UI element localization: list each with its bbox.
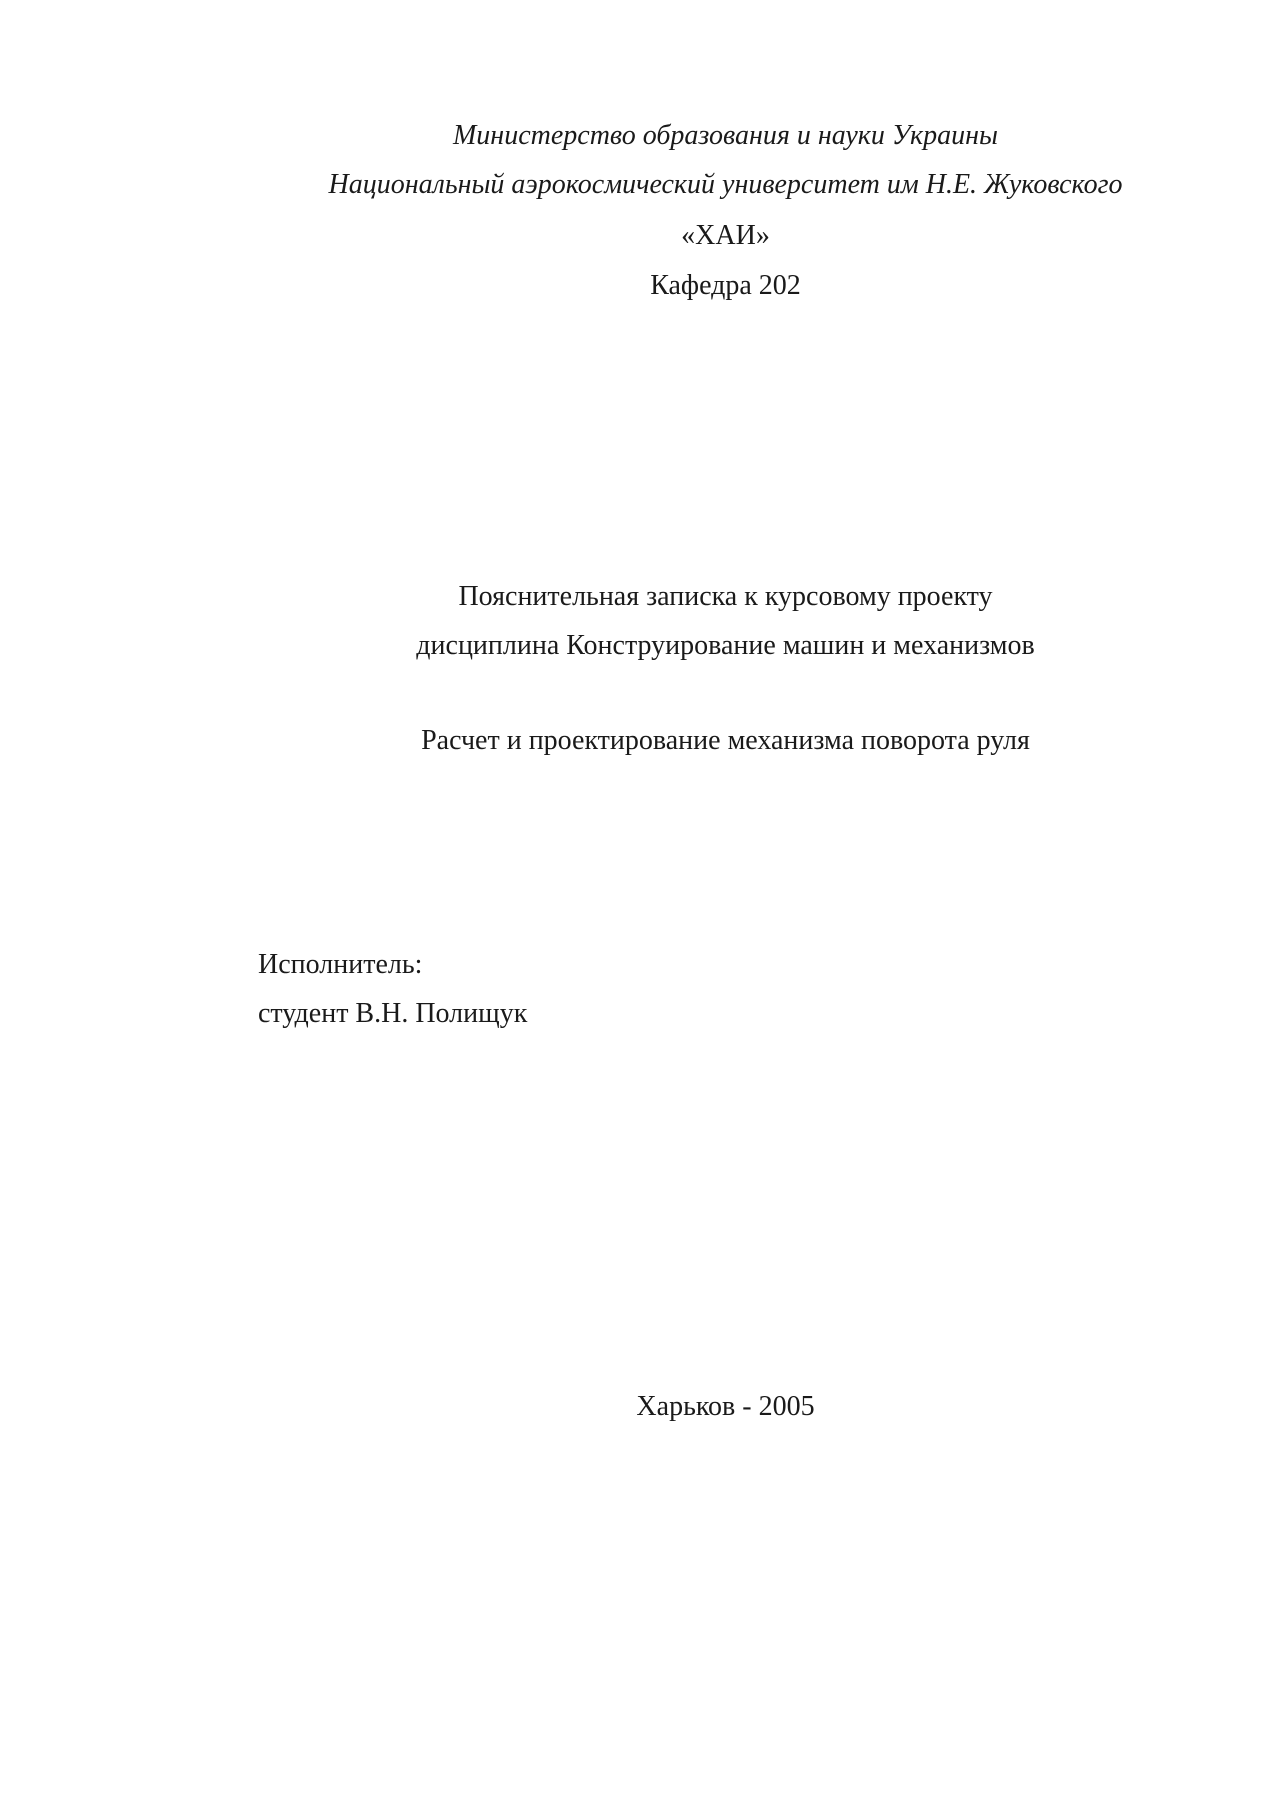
student-name: студент В.Н. Полищук: [258, 998, 528, 1029]
university-abbreviation: «ХАИ»: [681, 220, 770, 251]
document-type-title: Пояснительная записка к курсовому проекту: [458, 581, 993, 612]
discipline-title: дисциплина Конструирование машин и механизмов: [416, 630, 1035, 661]
city-year-footer: Харьков - 2005: [636, 1391, 815, 1422]
department-heading: Кафедра 202: [650, 270, 801, 301]
university-heading: Национальный аэрокосмический университет им Н.Е. Жуковского: [328, 169, 1123, 200]
performer-label: Исполнитель:: [258, 949, 423, 980]
project-topic-title: Расчет и проектирование механизма поворота руля: [421, 725, 1030, 756]
ministry-heading: Министерство образования и науки Украины: [452, 120, 998, 151]
